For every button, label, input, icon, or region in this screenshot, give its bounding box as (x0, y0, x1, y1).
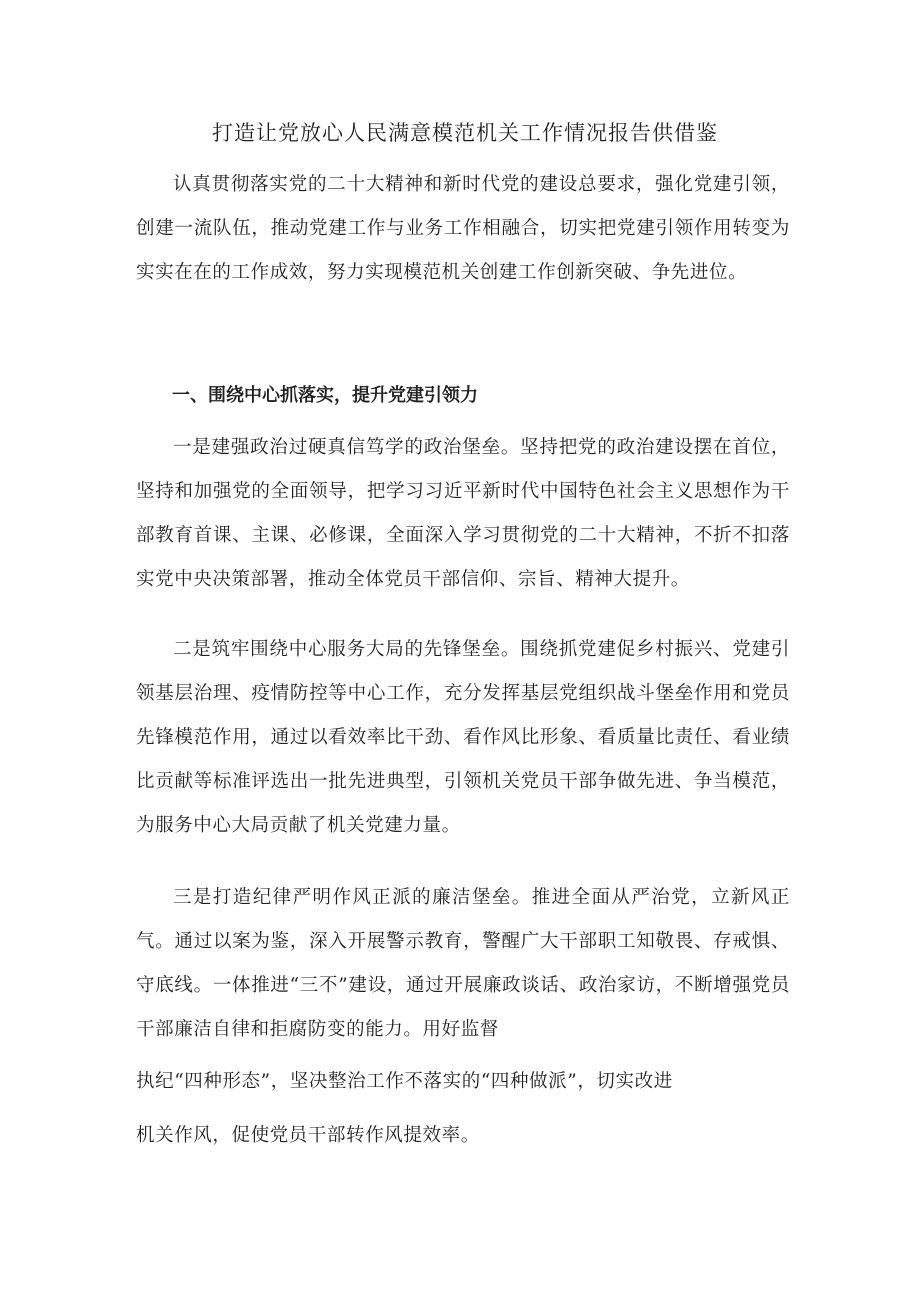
document-title: 打造让党放心人民满意模范机关工作情况报告供借鉴 (212, 121, 718, 145)
paragraph-2: 二是筑牢围绕中心服务大局的先锋堡垒。围绕抓党建促乡村振兴、党建引领基层治理、疫情防控等中心工作，充分发挥基层党组织战斗堡垒作用和党员先锋模范作用，通过以看效率比干劲、看作风比形象、看质量比责任、看业绩比贡献等标准评选出一批先进典型，引领机关党员干部争做先进、争当模范，为服务中心大局贡献了机关党建力量。 (136, 639, 790, 836)
intro-paragraph: 认真贯彻落实党的二十大精神和新时代党的建设总要求，强化党建引领，创建一流队伍，推动党建工作与业务工作相融合，切实把党建引领作用转变为实实在在的工作成效，努力实现模范机关创建工作创新突破、争先进位。 (136, 174, 790, 283)
paragraph-3-continuation: 执纪“四种形态”，坚决整治工作不落实的“四种做派”，切实改进 (136, 1071, 673, 1092)
paragraph-3-ending: 机关作风，促使党员干部转作风提效率。 (136, 1125, 480, 1146)
section-heading: 一、围绕中心抓落实，提升党建引领力 (172, 385, 478, 406)
paragraph-1: 一是建强政治过硬真信笃学的政治堡垒。坚持把党的政治建设摆在首位，坚持和加强党的全面领导，把学习习近平新时代中国特色社会主义思想作为干部教育首课、主课、必修课，全面深入学习贯彻党的二十大精神，不折不扣落实党中央决策部署，推动全体党员干部信仰、宗旨、精神大提升。 (136, 437, 790, 590)
paragraph-3: 三是打造纪律严明作风正派的廉洁堡垒。推进全面从严治党，立新风正气。通过以案为鉴，深入开展警示教育，警醒广大干部职工知敬畏、存戒惧、守底线。一体推进“三不”建设，通过开展廉政谈话、政治家访，不断增强党员干部廉洁自律和拒腐防变的能力。用好监督 (136, 887, 790, 1040)
